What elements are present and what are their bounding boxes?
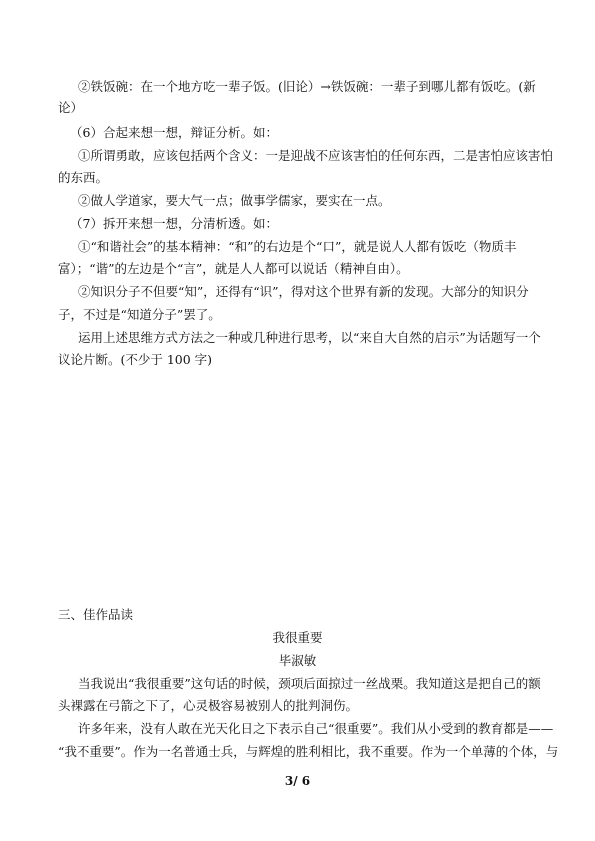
section-heading: 三、佳作品读: [58, 607, 134, 622]
text-line: 的东西。: [58, 170, 109, 185]
text-line: ②知识分子不但要“知”，还得有“识”，得对这个世界有新的发现。大部分的知识分: [78, 284, 529, 299]
text-line: 子，不过是“知道分子”罢了。: [58, 307, 221, 322]
article-paragraph-line: “我不重要”。作为一名普通士兵，与辉煌的胜利相比，我不重要。作为一个单薄的个体，与: [58, 744, 559, 759]
text-line: ②铁饭碗：在一个地方吃一辈子饭。(旧论）→铁饭碗：一辈子到哪儿都有饭吃。(新: [78, 79, 536, 94]
text-line: 富）；“谐”的左边是个“言”，就是人人都可以说话（精神自由）。: [58, 261, 409, 276]
text-line: 论）: [58, 100, 84, 115]
article-paragraph-line: 头裸露在弓箭之下了，心灵极容易被别人的批判洞伤。: [58, 698, 359, 713]
article-title: 我很重要: [272, 630, 323, 645]
article-paragraph-line: 许多年来，没有人敢在光天化日之下表示自己“很重要”。我们从小受到的教育都是——: [78, 721, 554, 736]
text-line: 运用上述思维方式方法之一种或几种进行思考，以“来自大自然的启示”为话题写一个: [78, 330, 541, 345]
page-number: 3/ 6: [284, 774, 311, 788]
text-line: ①所谓勇敢，应该包括两个含义：一是迎战不应该害怕的任何东西，二是害怕应该害怕: [78, 148, 554, 163]
text-line: （6）合起来想一想，辩证分析。如：: [70, 125, 278, 140]
text-line: ②做人学道家，要大气一点；做事学儒家，要实在一点。: [78, 193, 391, 208]
text-line: 议论片断。(不少于 100 字): [58, 352, 213, 367]
article-paragraph-line: 当我说出“我很重要”这句话的时候，颈项后面掠过一丝战栗。我知道这是把自己的额: [78, 676, 541, 691]
article-author: 毕淑敏: [278, 653, 317, 668]
text-line: （7）拆开来想一想，分清析透。如：: [70, 216, 278, 231]
text-line: ①“和谐社会”的基本精神：“和”的右边是个“口”，就是说人人都有饭吃（物质丰: [78, 239, 517, 254]
